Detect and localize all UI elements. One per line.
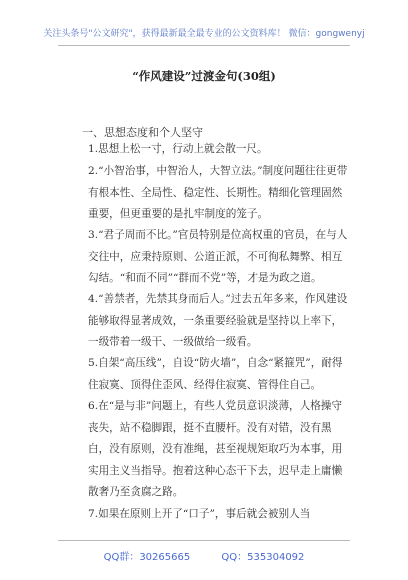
paragraph-1: 1.思想上松一寸，行动上就会散一尺。 — [88, 143, 268, 155]
paragraph-3: 3.“君子周而不比。”官员特别是位高权重的官员，在与人交往中，应秉持原则、公道正派，不可徇私舞弊、相互勾结。“和而不同”“群而不党”等，才是为政之道。 — [88, 229, 348, 284]
footer-qq-group: QQ群：30265665 — [103, 552, 191, 563]
header-divider — [58, 45, 350, 46]
footer-contact — [0, 548, 408, 563]
paragraph-4: 4.“善禁者，先禁其身而后人。”过去五年多来，作风建设能够取得显著成效，一条重要经验就是坚持以上率下，一级带着一级干、一级做给一级看。 — [88, 293, 348, 348]
document-title: “作风建设”过渡金句(30组) — [132, 69, 276, 83]
paragraph-7: 7.如果在原则上开了“口子”，事后就会被别人当 — [88, 508, 311, 520]
footer-qq-number: QQ：535304092 — [221, 552, 305, 563]
header-note: 关注头条号"公文研究"，获得最新最全最专业的公文资料库！ 微信：gongwenyj — [43, 29, 365, 39]
paragraph-2: 2.“小智治事，中智治人，大智立法。”制度问题往往更带有根本性、全局性、稳定性、长期性。精细化管理固然重要，但更重要的是扎牢制度的笼子。 — [88, 165, 348, 220]
paragraph-6: 6.在“是与非”问题上，有些人党员意识淡薄，人格操守丧失，站不稳脚跟，挺不直腰杆。没有对错，没有黑白，没有原则，没有准绳，甚至视规矩取巧为本事，用实用主义当指导。抱着这种心态干下去，迟早走上庸懒散奢乃至贪腐之路。 — [88, 400, 343, 498]
footer-divider — [58, 540, 350, 541]
paragraph-5: 5.自架“高压线”，自设“防火墙”，自念“紧箍咒”，耐得住寂寞、顶得住歪风、经得住寂寞、管得住自己。 — [88, 357, 343, 391]
section-heading: 一、思想态度和个人坚守 — [82, 126, 203, 139]
